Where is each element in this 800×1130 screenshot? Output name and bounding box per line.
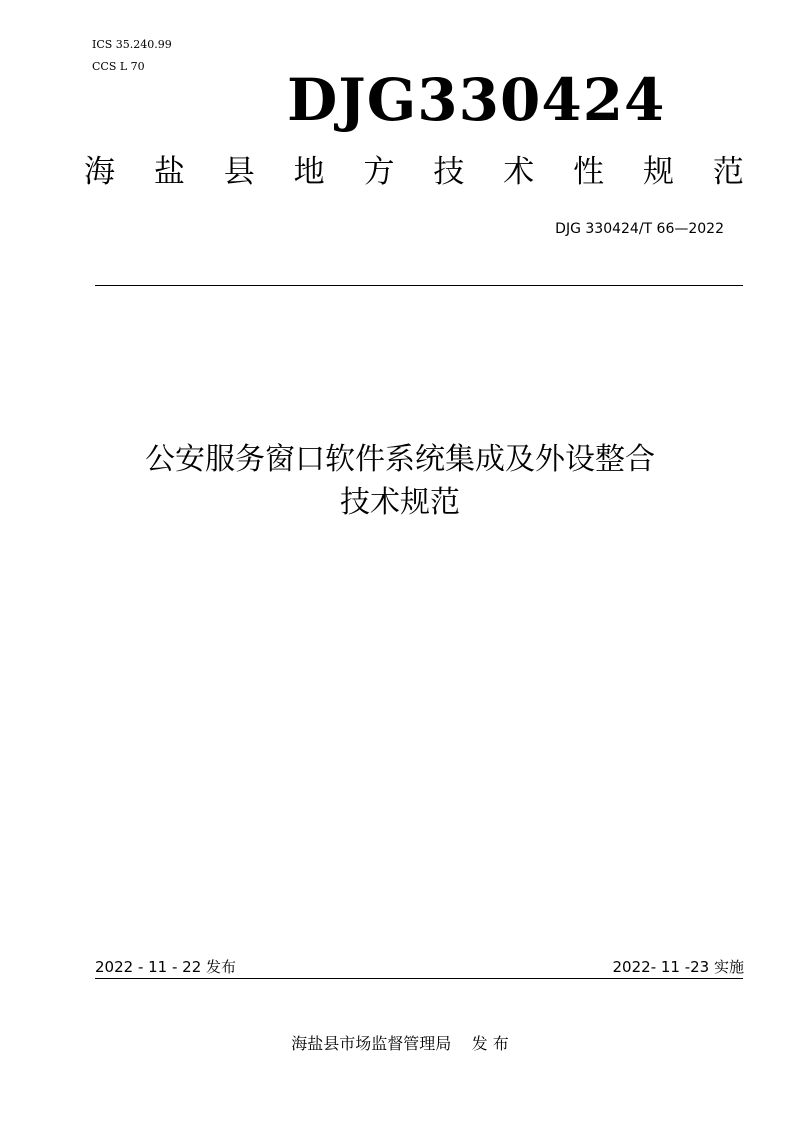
- doc-type-char: 海: [84, 154, 115, 190]
- doc-type-char: 性: [573, 154, 605, 190]
- document-type: [84, 152, 744, 192]
- doc-type-char: 技: [433, 154, 465, 190]
- footer-divider: [95, 978, 743, 979]
- publisher: 海盐县市场监督管理局 发 布: [291, 1034, 509, 1053]
- doc-type-char: 规: [643, 154, 674, 190]
- doc-type-char: 盐: [153, 154, 185, 190]
- document-title-line-2: 技术规范: [340, 485, 460, 520]
- doc-type-char: 地: [293, 154, 325, 190]
- doc-type-char: 术: [503, 154, 535, 190]
- header-divider: [95, 285, 743, 286]
- doc-type-char: 范: [712, 154, 744, 190]
- issue-date: 2022 - 11 - 22 发布: [95, 958, 237, 976]
- ccs-code: CCS L 70: [92, 60, 145, 73]
- ics-code: ICS 35.240.99: [92, 38, 172, 51]
- doc-type-char: 方: [363, 154, 395, 190]
- doc-type-char: 县: [223, 154, 255, 190]
- standard-number: DJG 330424/T 66—2022: [555, 221, 724, 237]
- document-code: DJG330424: [287, 66, 666, 134]
- implementation-date: 2022- 11 -23 实施: [612, 958, 744, 976]
- document-title-line-1: 公安服务窗口软件系统集成及外设整合: [145, 442, 655, 477]
